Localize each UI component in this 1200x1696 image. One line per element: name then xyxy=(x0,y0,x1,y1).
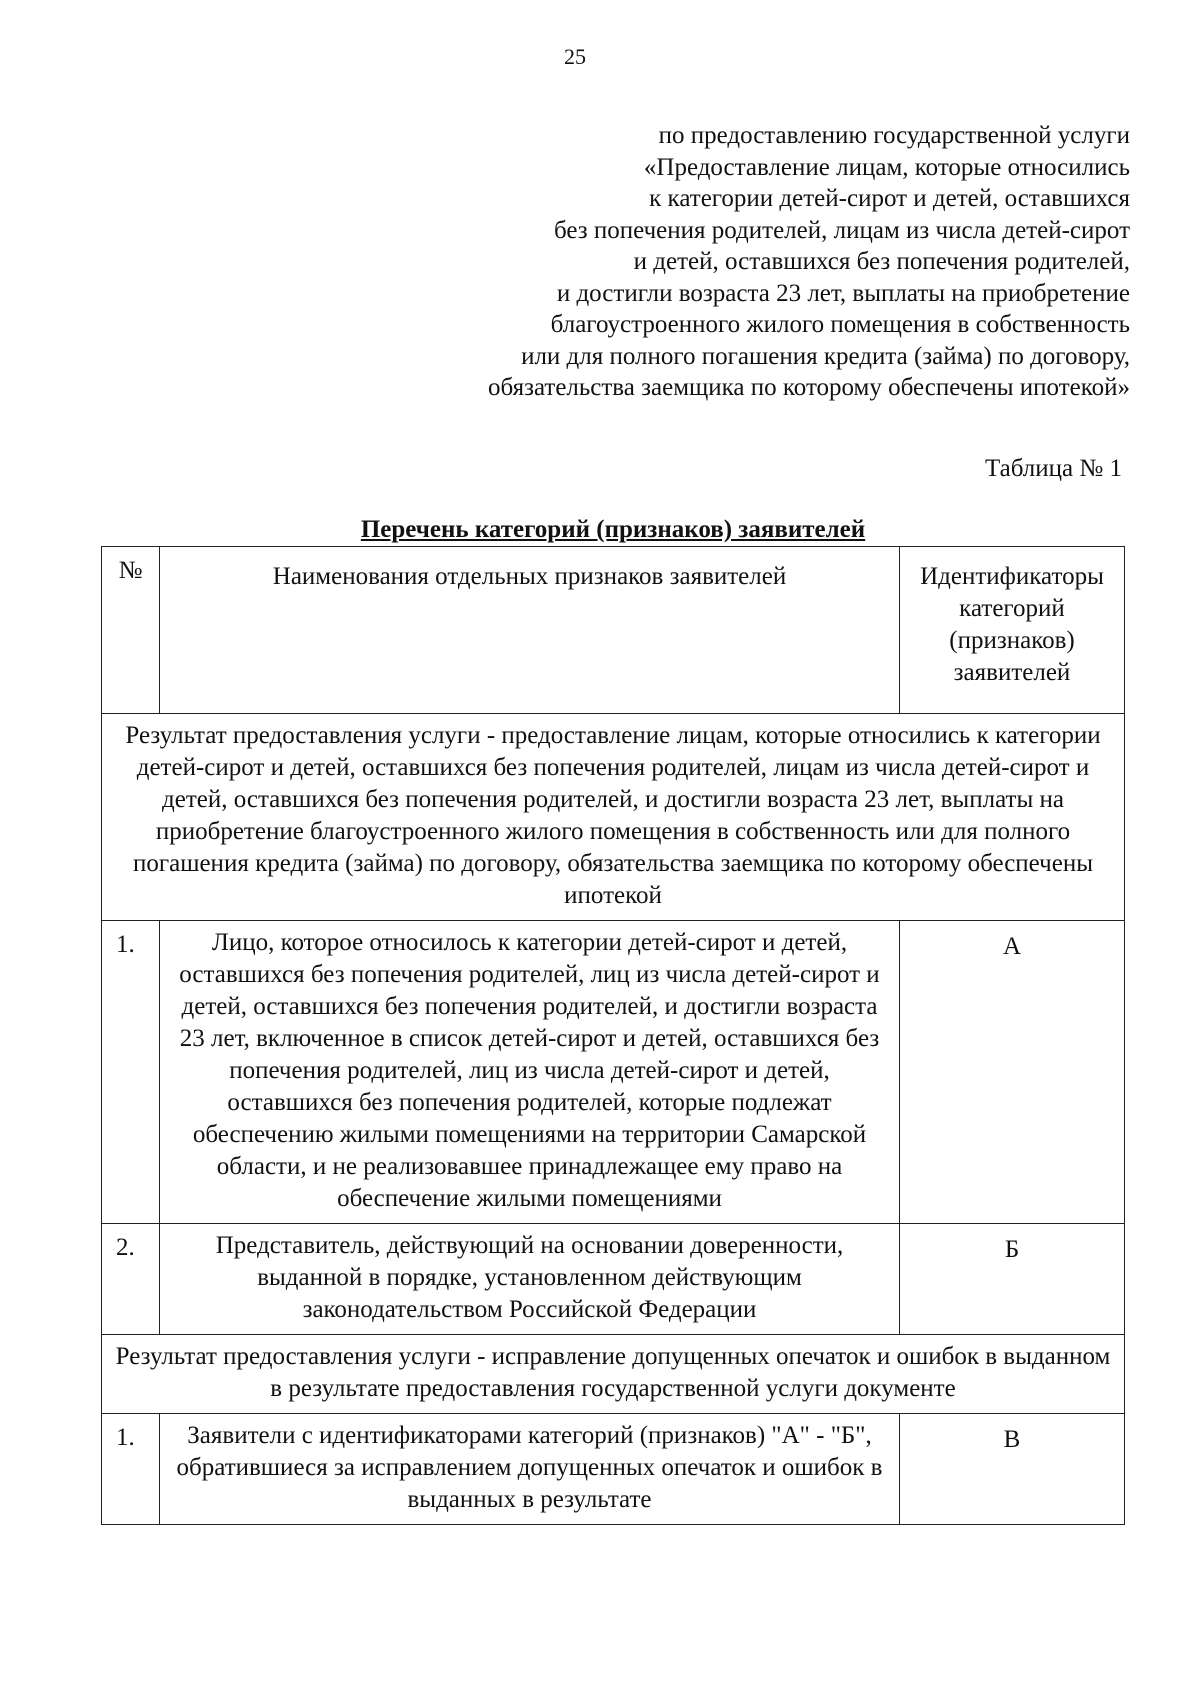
section-row xyxy=(102,714,1125,921)
column-header-number: № xyxy=(102,547,160,714)
header-line: обязательства заемщика по которому обеспечены ипотекой» xyxy=(487,374,1130,401)
row-identifier: В xyxy=(900,1414,1125,1525)
table-number-label: Таблица № 1 xyxy=(984,455,1122,482)
document-header xyxy=(330,120,1130,404)
table-row xyxy=(102,1414,1125,1525)
header-line: без попечения родителей, лицам из числа детей-сирот xyxy=(553,216,1130,244)
header-line: «Предоставление лицам, которые относились xyxy=(643,153,1130,181)
section-result-payment: Результат предоставления услуги - предоставление лицам, которые относились к категории детей-сирот и детей, оставшихся без попечения родителей, лицам из числа детей-сирот и детей, оставшихся без попечения родителей, и достигли возраста 23 лет, выплаты на приобретение благоустроенного жилого помещения в собственность или для полного погашения кредита (займа) по договору, обязательства заемщика по которому обеспечены ипотекой xyxy=(102,714,1125,921)
column-header-name: Наименования отдельных признаков заявителей xyxy=(160,547,900,714)
column-header-identifier: Идентификаторы категорий (признаков) заявителей xyxy=(900,547,1125,714)
table-title: Перечень категорий (признаков) заявителей xyxy=(360,516,866,543)
section-row xyxy=(102,1335,1125,1414)
header-line: и достигли возраста 23 лет, выплаты на приобретение xyxy=(556,279,1130,307)
header-line: благоустроенного жилого помещения в собственность xyxy=(550,311,1130,338)
row-number: 2. xyxy=(102,1224,160,1335)
row-name: Лицо, которое относилось к категории детей-сирот и детей, оставшихся без попечения родителей, лиц из числа детей-сирот и детей, оставшихся без попечения родителей, и достигли возраста 23 лет, включенное в список детей-сирот и детей, оставшихся без попечения родителей, лиц из числа детей-сирот и детей, оставшихся без попечения родителей, которые подлежат обеспечению жилыми помещениями на территории Самарской области, и не реализовавшее принадлежащее ему право на обеспечение жилыми помещениями xyxy=(160,921,900,1224)
table-row xyxy=(102,1224,1125,1335)
header-line: и детей, оставшихся без попечения родителей, xyxy=(633,248,1130,275)
header-line: к категории детей-сирот и детей, оставшихся xyxy=(649,185,1130,212)
page-number: 25 xyxy=(564,44,586,69)
table-row xyxy=(102,921,1125,1224)
header-line: или для полного погашения кредита (займа) по договору, xyxy=(521,342,1130,370)
row-name: Заявители с идентификаторами категорий (признаков) "А" - "Б", обратившиеся за исправлением допущенных опечаток и ошибок в выданных в результате xyxy=(160,1414,900,1525)
applicant-categories-table xyxy=(101,546,1125,1525)
header-line: по предоставлению государственной услуги xyxy=(658,122,1130,149)
section-result-correction: Результат предоставления услуги - исправление допущенных опечаток и ошибок в выданном в результате предоставления государственной услуги документе xyxy=(102,1335,1125,1414)
row-number: 1. xyxy=(102,1414,160,1525)
row-identifier: Б xyxy=(900,1224,1125,1335)
table-header-row xyxy=(102,547,1125,714)
row-identifier: А xyxy=(900,921,1125,1224)
row-number: 1. xyxy=(102,921,160,1224)
row-name: Представитель, действующий на основании доверенности, выданной в порядке, установленном действующим законодательством Российской Федерации xyxy=(160,1224,900,1335)
